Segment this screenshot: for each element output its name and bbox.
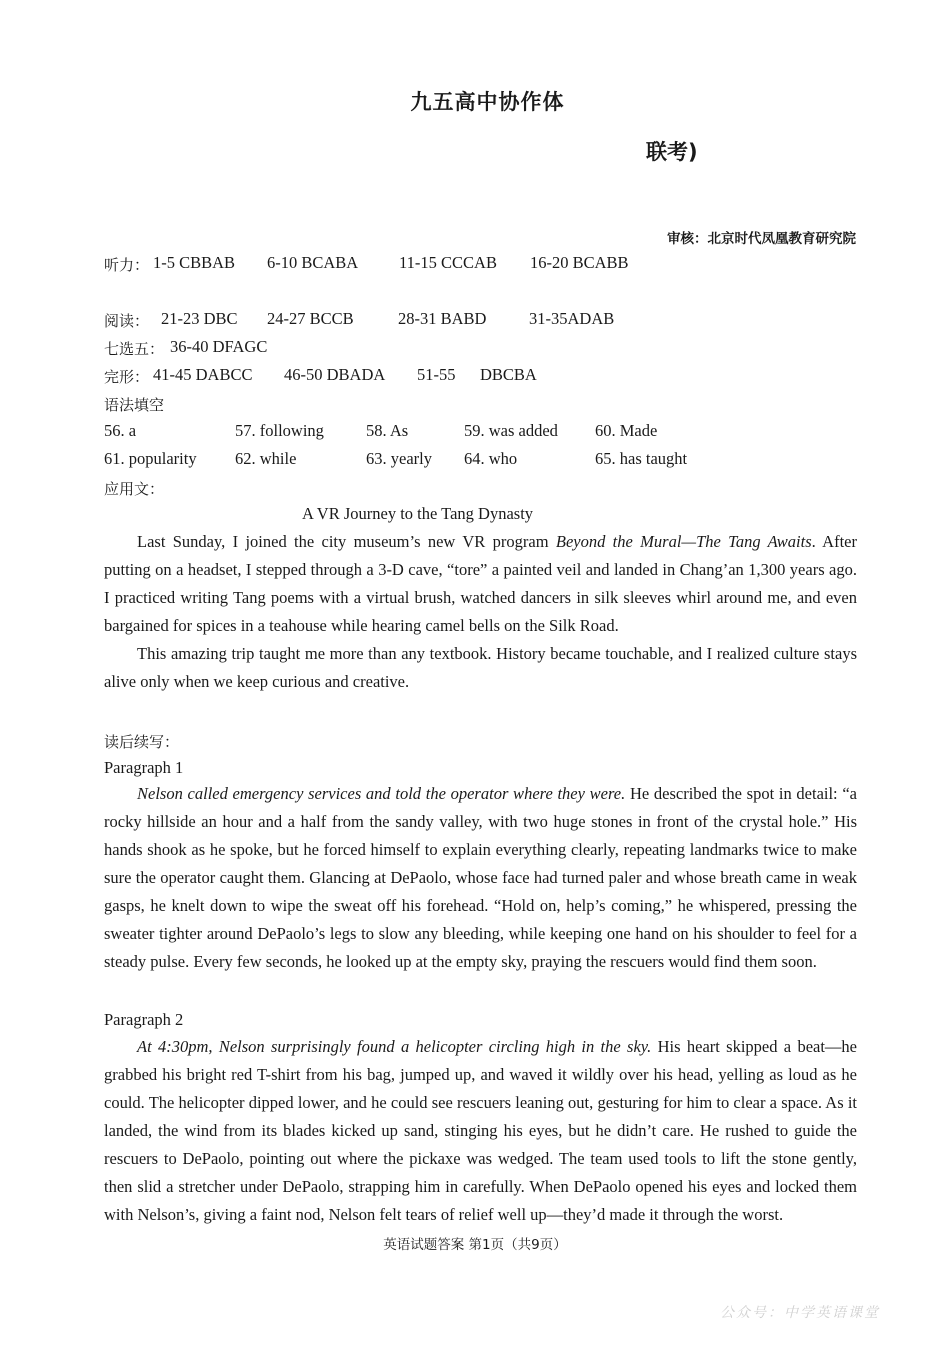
continuation-paragraph-1: Nelson called emergency services and told the operator where they were. He described the spot in detail: “a rocky hillside an hour and a half from the sandy valley, with two huge stones in front of the crystal hole.” His hands shook as he spoke, but he forced himself to explain everything clearly, repeating landmarks twice to make sure the operator caught them. Glancing at DePaolo, whose face had turned paler and whose breath came in weak gasps, he knelt down to wipe the sweat off his forehead. “Hold on, help’s coming,” he whispered, pressing the sweater tighter around DePaolo’s legs to slow any bleeding, while keeping one hand on his shoulder to feel for a steady pulse. Every few seconds, he looked up at the empty sky, praying the rescuers would find them soon. xyxy=(104,784,857,971)
page-subtitle: 联考) xyxy=(646,140,698,164)
listening-answers-16-20: 16-20 BCABB xyxy=(530,253,629,272)
grammar-answer-64: 64. who xyxy=(464,449,518,468)
cloze-answers-51-55-label: 51-55 xyxy=(417,365,456,384)
grammar-answer-60: 60. Made xyxy=(595,421,658,440)
reading-answers-24-27: 24-27 BCCB xyxy=(267,309,354,328)
cloze-answers-51-55: DBCBA xyxy=(480,365,537,384)
cloze-answers-41-45: 41-45 DABCC xyxy=(153,365,253,384)
seven-choose-five-answers: 36-40 DFAGC xyxy=(170,337,268,356)
grammar-answer-57: 57. following xyxy=(235,421,324,440)
application-essay-title: A VR Journey to the Tang Dynasty xyxy=(301,504,534,523)
continuation-label: 读后续写： xyxy=(104,733,180,751)
reading-label: 阅读： xyxy=(104,312,150,330)
grammar-answer-62: 62. while xyxy=(235,449,297,468)
seven-choose-five-label: 七选五： xyxy=(104,340,165,358)
continuation-paragraph-2: At 4:30pm, Nelson surprisingly found a helicopter circling high in the sky. His heart skipped a beat—he grabbed his bright red T-shirt from his bag, jumped up, and waved it wildly over his head, yelling as loud as he could. The helicopter dipped lower, and he could see rescuers leaning out, gesturing for him to clear a space. As it landed, the wind from its blades kicked up sand, stinging his eyes, but he didn’t care. He rushed to guide the rescuers to DePaolo, pointing out where the pickaxe was wedged. The team used tools to lift the stone gently, then slid a stretcher under DePaolo, strapping him in carefully. When DePaolo opened his eyes and locked them with Nelson’s, giving a faint nod, Nelson felt tears of relief well up—they’d made it through the worst. xyxy=(104,1037,857,1224)
listening-label: 听力： xyxy=(104,256,150,274)
page-title: 九五高中协作体 xyxy=(410,90,565,114)
listening-answers-11-15: 11-15 CCCAB xyxy=(399,253,497,272)
paragraph-2-label: Paragraph 2 xyxy=(104,1010,184,1029)
application-paragraph-1: Last Sunday, I joined the city museum’s new VR program Beyond the Mural—The Tang Awaits. After putting on a headset, I stepped through a 3-D cave, “tore” a painted veil and landed in Chang’an 1,300 years ago. I practiced writing Tang poems with a virtual brush, watched dancers in silk sleeves whirl around me, and even bargained for spices in a teahouse while hearing camel bells on the Silk Road. xyxy=(104,532,857,635)
grammar-answer-61: 61. popularity xyxy=(104,449,197,468)
grammar-answer-58: 58. As xyxy=(366,421,409,440)
application-paragraph-2: This amazing trip taught me more than any textbook. History became touchable, and I realized culture stays alive only when we keep curious and creative. xyxy=(104,644,857,691)
cloze-label: 完形： xyxy=(104,368,150,386)
reading-answers-21-23: 21-23 DBC xyxy=(161,309,238,328)
reading-answers-31-35: 31-35ADAB xyxy=(529,309,615,328)
grammar-label: 语法填空 xyxy=(104,396,165,414)
review-credit: 审核：北京时代凤凰教育研究院 xyxy=(667,231,856,247)
reading-answers-28-31: 28-31 BABD xyxy=(398,309,487,328)
grammar-answer-63: 63. yearly xyxy=(366,449,432,468)
listening-answers-1-5: 1-5 CBBAB xyxy=(153,253,236,272)
grammar-answer-59: 59. was added xyxy=(464,421,558,440)
grammar-answer-65: 65. has taught xyxy=(595,449,688,468)
paragraph-1-label: Paragraph 1 xyxy=(104,758,184,777)
cloze-answers-46-50: 46-50 DBADA xyxy=(284,365,386,384)
listening-answers-6-10: 6-10 BCABA xyxy=(267,253,359,272)
application-label: 应用文： xyxy=(104,480,165,498)
page-footer: 英语试题答案 第1页（共9页） xyxy=(383,1237,567,1253)
watermark: 公众号：中学英语课堂 xyxy=(720,1305,880,1321)
grammar-answer-56: 56. a xyxy=(104,421,137,440)
